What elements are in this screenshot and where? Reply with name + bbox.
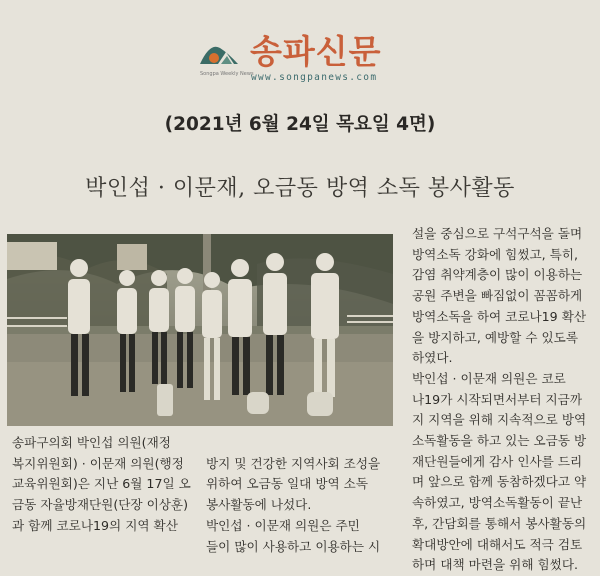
article-line: 하였다. [412, 350, 453, 366]
article-line: 들이 많이 사용하고 이용하는 시 [206, 538, 381, 554]
article-line: 을 방지하고, 예방할 수 있도록 [412, 329, 579, 345]
article-line: 복지위원회) · 이문재 의원(행정 [12, 455, 184, 471]
masthead-title: 송파신문 [250, 32, 382, 71]
article-photo [7, 234, 393, 426]
article-line: 방역소독을 하여 코로나19 확산 [412, 308, 587, 324]
article-line: 나19가 시작되면서부터 지금까 [412, 391, 583, 407]
article-line: 방지 및 건강한 지역사회 조성을 [206, 455, 381, 471]
article-line: 확대방안에 대해서도 적극 검토 [412, 536, 583, 552]
article-line: 소독활동을 하고 있는 오금동 방 [412, 433, 587, 449]
article-line: 금동 자율방재단원(단장 이상훈) [12, 497, 188, 513]
article-line: 봉사활동에 나섰다. [206, 497, 312, 513]
publication-dateline: (2021년 6월 24일 목요일 4면) [164, 114, 436, 135]
article-line: 지 지역을 위해 지속적으로 방역 [412, 412, 587, 428]
article-column-middle [206, 433, 399, 557]
article-line: 위하여 오금동 일대 방역 소독 [206, 476, 368, 492]
article-line: 재단원들에게 감사 인사를 드리 [412, 453, 583, 469]
article-line: 후, 간담회를 통해서 봉사활동의 [412, 515, 587, 531]
masthead-tagline: Songpa Weekly News [200, 71, 254, 77]
article-line: 과 함께 코로나19의 지역 확산 [12, 517, 178, 533]
article-line [206, 433, 399, 454]
article-line: 공원 주변을 빠짐없이 꼼꼼하게 [412, 288, 583, 304]
masthead [0, 28, 600, 88]
newspaper-logo-icon [198, 38, 240, 70]
article-column-right [412, 224, 596, 576]
article-line: 박인섭 · 이문재 의원은 코로 [412, 370, 566, 386]
article-line: 하며 대책 마련을 위해 힘썼다. [412, 557, 579, 573]
article-column-left [12, 433, 202, 537]
article-line: 송파구의회 박인섭 의원(재정 [12, 435, 171, 450]
article-line: 며 앞으로 함께 동참하겠다고 약 [412, 474, 587, 490]
article-line: 설을 중심으로 구석구석을 돌며 [412, 226, 583, 241]
article-headline: 박인섭 · 이문재, 오금동 방역 소독 봉사활동 [85, 176, 515, 201]
masthead-url: www.songpanews.com [251, 72, 378, 83]
article-line: 교육위원회)은 지난 6월 17일 오 [12, 476, 191, 492]
article-line: 감염 취약계층이 많이 이용하는 [412, 267, 583, 283]
article-line: 박인섭 · 이문재 의원은 주민 [206, 517, 360, 533]
article-line: 속하였고, 방역소독활동이 끝난 [412, 495, 583, 511]
article-line: 방역소독 강화에 힘썼고, 특히, [412, 246, 579, 262]
